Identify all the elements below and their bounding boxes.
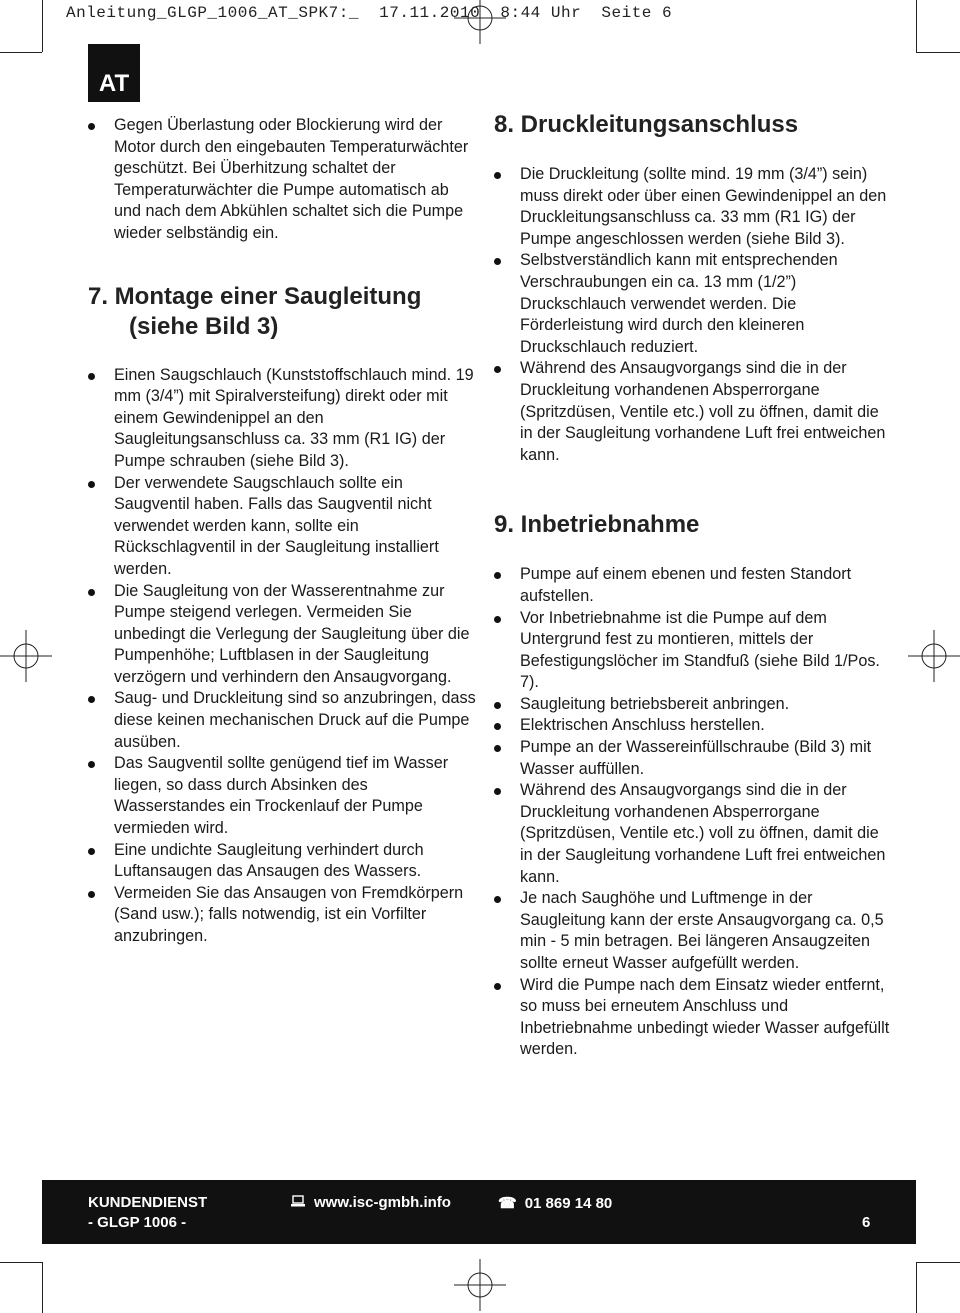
list-item: Während des Ansaugvorgangs sind die in der Druckleitung vorhandenen Absperrorgane (Spritzdüsen, Ventile etc.) voll zu öffnen, damit die in der Saugleitung vorhandene Luft frei entweichen kann. <box>494 780 894 888</box>
section-7-heading <box>88 282 478 342</box>
list-item: Das Saugventil sollte genügend tief im Wasser liegen, so dass durch Absinken des Wasserstandes ein Trockenlauf der Pumpe vermieden wird. <box>88 753 478 839</box>
telephone-icon: ☎ <box>498 1195 517 1212</box>
crop-mark <box>916 1262 960 1263</box>
registration-mark-icon <box>0 630 52 682</box>
footer-phone <box>498 1194 612 1212</box>
language-badge: AT <box>88 44 140 102</box>
list-item: Elektrischen Anschluss herstellen. <box>494 715 894 737</box>
list-item: Saugleitung betriebsbereit anbringen. <box>494 694 894 716</box>
section-9-heading: 9. Inbetriebnahme <box>494 511 700 539</box>
list-item: Eine undichte Saugleitung verhindert durch Luftansaugen das Ansaugen des Wassers. <box>88 840 478 883</box>
list-item: Die Druckleitung (sollte mind. 19 mm (3/4”) sein) muss direkt oder über einen Gewindenippel an den Druckleitungsanschluss ca. 33 mm (R1 IG) der Pumpe angeschlossen werden (siehe Bild 3). <box>494 164 894 250</box>
footer-phone-text: 01 869 14 80 <box>524 1195 613 1212</box>
list-item: Gegen Überlastung oder Blockierung wird der Motor durch den eingebauten Temperaturwächter geschützt. Bei Überhitzung schaltet der Temperaturwächter die Pumpe automatisch ab und nach dem Abkühlen schaltet sich die Pumpe wieder selbständig ein. <box>88 115 478 245</box>
laptop-icon <box>290 1195 306 1208</box>
list-item: Der verwendete Saugschlauch sollte ein Saugventil haben. Falls das Saugventil nicht verwendet werden kann, sollte ein Rückschlagventil in der Saugleitung installiert werden. <box>88 473 478 581</box>
crop-mark <box>916 1262 917 1313</box>
print-slug: Anleitung_GLGP_1006_AT_SPK7:_ 17.11.2010 8:44 Uhr Seite 6 <box>66 4 673 22</box>
footer-model: - GLGP 1006 - <box>88 1214 187 1231</box>
list-item: Vermeiden Sie das Ansaugen von Fremdkörpern (Sand usw.); falls notwendig, ist ein Vorfilter anzubringen. <box>88 883 478 948</box>
list-item: Die Saugleitung von der Wasserentnahme zur Pumpe steigend verlegen. Vermeiden Sie unbedingt die Verlegung der Saugleitung über die Pumpenhöhe; Luftblasen in der Saugleitung verzögern und verhindern den Ansaugvorgang. <box>88 581 478 689</box>
list-item: Einen Saugschlauch (Kunststoffschlauch mind. 19 mm (3/4”) mit Spiralversteifung) direkt oder mit einem Gewindenippel an den Saugleitungsanschluss ca. 33 mm (R1 IG) der Pumpe schrauben (siehe Bild 3). <box>88 365 478 473</box>
registration-mark-icon <box>908 630 960 682</box>
list-item: Vor Inbetriebnahme ist die Pumpe auf dem Untergrund fest zu montieren, mittels der Befestigungslöcher im Standfuß (siehe Bild 1/Pos. 7). <box>494 608 894 694</box>
registration-mark-icon <box>454 1259 506 1311</box>
list-item: Pumpe auf einem ebenen und festen Standort aufstellen. <box>494 564 894 607</box>
footer-bar <box>42 1180 916 1244</box>
crop-mark <box>0 52 42 53</box>
left-column <box>88 115 478 948</box>
crop-mark <box>42 0 43 52</box>
section-7-title: 7. Montage einer Saugleitung (siehe Bild 3) <box>88 282 422 340</box>
list-item: Je nach Saughöhe und Luftmenge in der Saugleitung kann der erste Ansaugvorgang ca. 0,5 min - 5 min betragen. Bei längeren Ansaugzeiten sollte erneut Wasser aufgefüllt werden. <box>494 888 894 974</box>
list-item: Selbstverständlich kann mit entsprechenden Verschraubungen ein ca. 13 mm (1/2”) Druckschlauch verwendet werden. Die Förderleistung wird durch den kleineren Druckschlauch reduziert. <box>494 250 894 358</box>
list-item: Wird die Pumpe nach dem Einsatz wieder entfernt, so muss bei erneutem Anschluss und Inbetriebnahme unbedingt wieder Wasser aufgefüllt werden. <box>494 975 894 1061</box>
list-item: Während des Ansaugvorgangs sind die in der Druckleitung vorhandenen Absperrorgane (Spritzdüsen, Ventile etc.) voll zu öffnen, damit die in der Saugleitung vorhandene Luft frei entweichen kann. <box>494 358 894 466</box>
footer-website-text: www.isc-gmbh.info <box>314 1194 451 1211</box>
list-item: Saug- und Druckleitung sind so anzubringen, dass diese keinen mechanischen Druck auf die Pumpe ausüben. <box>88 688 478 753</box>
crop-mark <box>42 1262 43 1313</box>
footer-service-label: KUNDENDIENST <box>88 1194 208 1211</box>
crop-mark <box>0 1262 42 1263</box>
list-item: Pumpe an der Wassereinfüllschraube (Bild 3) mit Wasser auffüllen. <box>494 737 894 780</box>
crop-mark <box>916 52 960 53</box>
section-8-heading: 8. Druckleitungsanschluss <box>494 111 799 138</box>
right-column <box>494 110 894 1061</box>
footer-website[interactable] <box>290 1194 451 1211</box>
crop-mark <box>916 0 917 52</box>
page-number: 6 <box>862 1214 871 1231</box>
registration-mark-icon <box>454 0 506 44</box>
